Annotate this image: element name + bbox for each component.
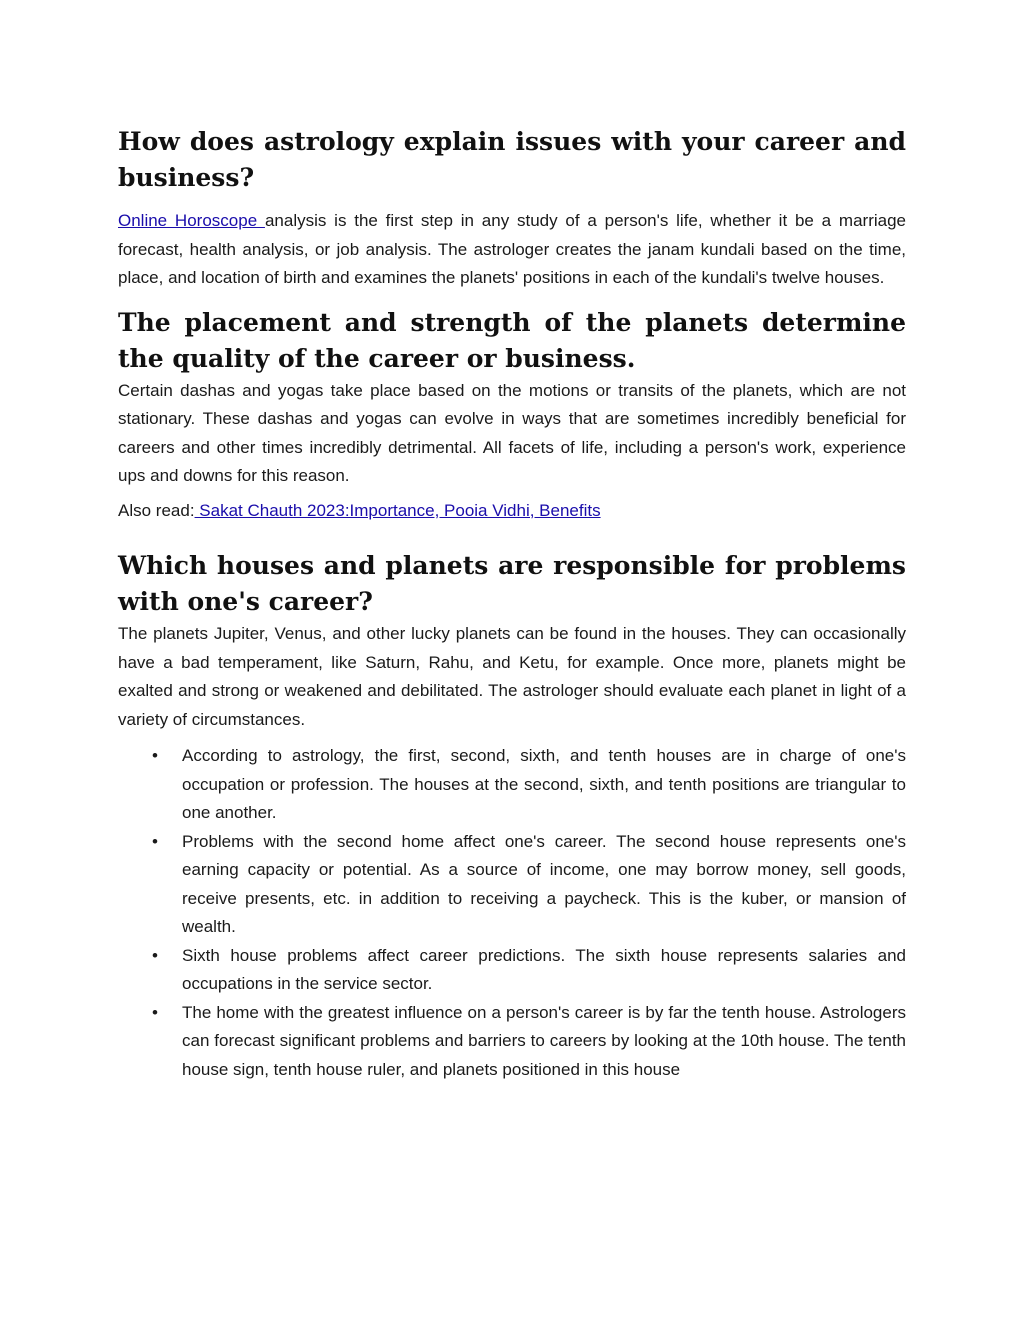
heading-career-issues: How does astrology explain issues with your career and business? xyxy=(118,127,906,192)
list-item xyxy=(118,942,906,999)
bullet-icon: • xyxy=(152,945,158,965)
also-read xyxy=(118,497,906,526)
document-page xyxy=(118,124,906,1084)
bullet-icon: • xyxy=(152,831,158,851)
houses-bullet-list xyxy=(118,742,906,1084)
dashas-paragraph: Certain dashas and yogas take place based on the motions or transits of the planets, which are not stationary. These dashas and yogas can evolve in ways that are sometimes incredibly beneficial for careers and other times incredibly detrimental. All facets of life, including a person's work, experience ups and downs for this reason. xyxy=(118,380,906,485)
heading-houses-planets: Which houses and planets are responsible for problems with one's career? xyxy=(118,551,906,616)
intro-paragraph xyxy=(118,207,906,293)
heading-placement-strength: The placement and strength of the planets determine the quality of the career or business. xyxy=(118,307,906,373)
list-item xyxy=(118,828,906,942)
intro-paragraph-text: analysis is the first step in any study of a person's life, whether it be a marriage forecast, health analysis, or job analysis. The astrologer creates the janam kundali based on the time, place, and location of birth and examines the planets' positions in each of the kundali's twelve houses. xyxy=(118,211,906,287)
bullet-icon: • xyxy=(152,1002,158,1022)
planets-paragraph: The planets Jupiter, Venus, and other lucky planets can be found in the houses. They can occasionally have a bad temperament, like Saturn, Rahu, and Ketu, for example. Once more, planets might be exalted and strong or weakened and debilitated. The astrologer should evaluate each planet in light of a variety of circumstances. xyxy=(118,624,906,729)
list-item-text: The home with the greatest influence on a person's career is by far the tenth house. Astrologers can forecast significant problems and barriers to careers by looking at the 10th house. The tenth house sign, tenth house ruler, and planets positioned in this house xyxy=(182,1002,906,1079)
online-horoscope-link[interactable]: Online Horoscope xyxy=(118,211,265,230)
list-item-text: Problems with the second home affect one's career. The second house represents one's earning capacity or potential. As a source of income, one may borrow money, sell goods, receive presents, etc. in addition to receiving a paycheck. This is the kuber, or mansion of wealth. xyxy=(182,831,906,936)
also-read-label: Also read: xyxy=(118,500,195,520)
list-item-text: According to astrology, the first, second, sixth, and tenth houses are in charge of one's occupation or profession. The houses at the second, sixth, and tenth positions are triangular to one another. xyxy=(182,746,906,822)
bullet-icon: • xyxy=(152,746,158,765)
list-item xyxy=(118,742,906,828)
sakat-chauth-link[interactable]: Sakat Chauth 2023:Importance, Pooia Vidhi, Benefits xyxy=(194,500,601,520)
list-item-text: Sixth house problems affect career predictions. The sixth house represents salaries and occupations in the service sector. xyxy=(182,945,906,993)
list-item xyxy=(118,999,906,1085)
